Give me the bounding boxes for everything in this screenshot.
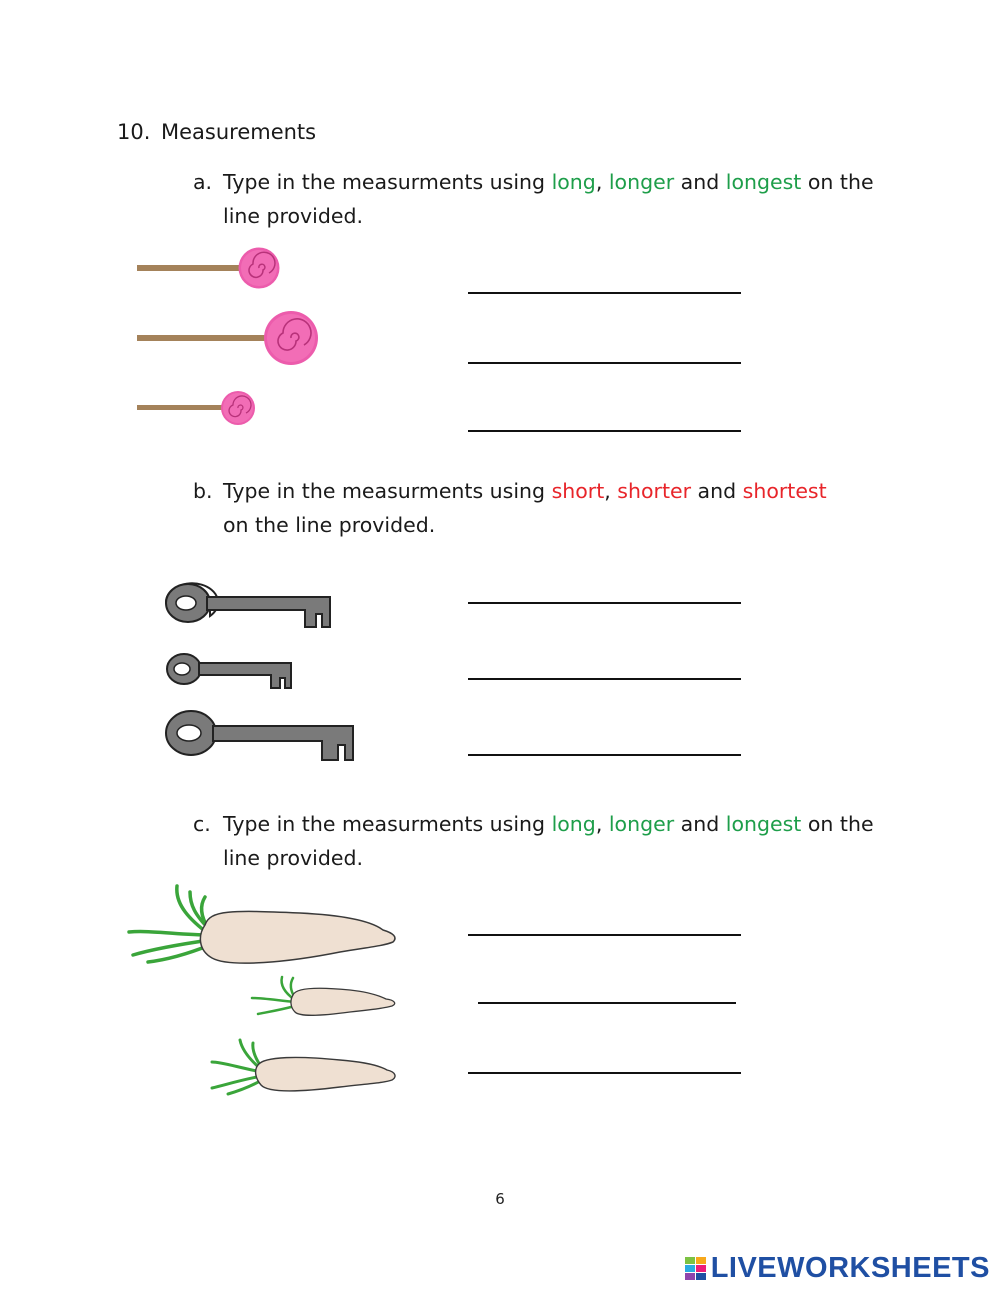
instruction-c	[193, 807, 874, 875]
conjunction: and	[674, 170, 726, 194]
part-letter: c.	[193, 812, 211, 836]
radish-icon	[0, 0, 1, 1]
section-number: 10.	[117, 120, 151, 144]
answer-input-b2[interactable]	[468, 678, 741, 680]
keyword-short: short	[551, 479, 605, 503]
keyword-long: long	[551, 170, 596, 194]
instruction-suffix: on the	[801, 812, 874, 836]
instruction-text: Type in the measurments using	[223, 812, 552, 836]
separator: ,	[595, 170, 609, 194]
brand-name: LIVEWORKSHEETS	[710, 1252, 990, 1284]
keyword-longer: longer	[608, 812, 675, 836]
answer-input-a1[interactable]	[468, 292, 741, 294]
page-number: 6	[495, 1190, 505, 1208]
keyword-long: long	[551, 812, 596, 836]
instruction-text: Type in the measurments using	[223, 479, 552, 503]
keyword-longer: longer	[608, 170, 675, 194]
part-letter: b.	[193, 479, 213, 503]
instruction-line2: line provided.	[223, 204, 364, 228]
keyword-longest: longest	[725, 812, 802, 836]
section-heading	[117, 120, 316, 144]
answer-input-b1[interactable]	[468, 602, 741, 604]
instruction-line2: line provided.	[223, 846, 364, 870]
keyword-shortest: shortest	[742, 479, 827, 503]
keyword-shorter: shorter	[617, 479, 692, 503]
part-letter: a.	[193, 170, 213, 194]
answer-input-c3[interactable]	[468, 1072, 741, 1074]
separator: ,	[595, 812, 609, 836]
answer-input-b3[interactable]	[468, 754, 741, 756]
instruction-suffix: on the	[801, 170, 874, 194]
separator: ,	[604, 479, 618, 503]
instruction-line2: on the line provided.	[223, 513, 436, 537]
section-title: Measurements	[161, 120, 317, 144]
answer-input-a2[interactable]	[468, 362, 741, 364]
answer-input-a3[interactable]	[468, 430, 741, 432]
conjunction: and	[691, 479, 743, 503]
instruction-text: Type in the measurments using	[223, 170, 552, 194]
instruction-a	[193, 165, 874, 233]
brand-logo	[685, 1252, 990, 1285]
conjunction: and	[674, 812, 726, 836]
liveworksheets-logo-icon	[685, 1257, 707, 1281]
answer-input-c1[interactable]	[468, 934, 741, 936]
instruction-b	[193, 474, 827, 542]
answer-input-c2[interactable]	[478, 1002, 736, 1004]
keyword-longest: longest	[725, 170, 802, 194]
